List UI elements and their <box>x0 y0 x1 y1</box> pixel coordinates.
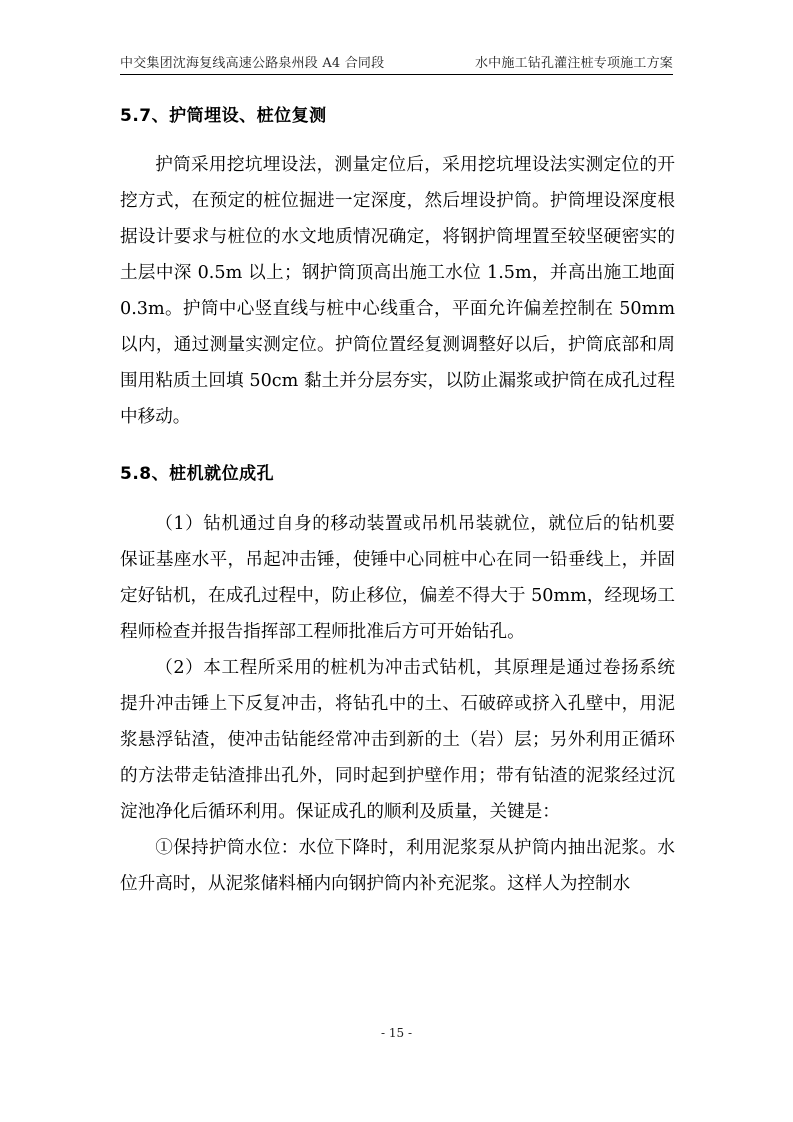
paragraph-casing-installation: 护筒采用挖坑埋设法，测量定位后，采用挖坑埋设法实测定位的开挖方式，在预定的桩位掘进一定深度，然后埋设护筒。护筒埋设深度根据设计要求与桩位的水文地质情况确定，将钢护筒埋置至较坚硬密实的土层中深 0.5m 以上；钢护筒顶高出施工水位 1.5m，并高出施工地面 0.3m。护筒中心竖直线与桩中心线重合，平面允许偏差控制在 50mm 以内，通过测量实测定位。护筒位置经复测调整好以后，护筒底部和周围用粘质土回填 50cm 黏土并分层夯实，以防止漏浆或护筒在成孔过程中移动。 <box>120 155 675 427</box>
page-header <box>120 50 673 72</box>
document-body <box>120 96 675 902</box>
header-divider <box>120 74 673 75</box>
section-heading-5-7: 5.7、护筒埋设、桩位复测 <box>120 106 327 126</box>
section-heading-5-8: 5.8、桩机就位成孔 <box>120 464 275 484</box>
paragraph-water-level: ①保持护筒水位：水位下降时，利用泥浆泵从护筒内抽出泥浆。水位升高时，从泥浆储料桶内向钢护筒内补充泥浆。这样人为控制水 <box>120 838 675 894</box>
header-project-name: 中交集团沈海复线高速公路泉州段 A4 合同段 <box>120 56 385 71</box>
page-number: - 15 - <box>380 1026 412 1040</box>
paragraph-percussion-drill: （2）本工程所采用的桩机为冲击式钻机，其原理是通过卷扬系统提升冲击锤上下反复冲击，将钻孔中的土、石破碎或挤入孔壁中，用泥浆悬浮钻渣，使冲击钻能经常冲击到新的土（岩）层；另外利用正循环的方法带走钻渣排出孔外，同时起到护壁作用；带有钻渣的泥浆经过沉淀池净化后循环利用。保证成孔的顺利及质量，关键是： <box>120 658 675 822</box>
paragraph-rig-positioning: （1）钻机通过自身的移动装置或吊机吊装就位，就位后的钻机要保证基座水平，吊起冲击锤，使锤中心同桩中心在同一铅垂线上，并固定好钻机，在成孔过程中，防止移位，偏差不得大于 50mm，经现场工程师检查并报告指挥部工程师批准后方可开始钻孔。 <box>120 514 675 642</box>
header-document-title: 水中施工钻孔灌注桩专项施工方案 <box>474 56 673 71</box>
